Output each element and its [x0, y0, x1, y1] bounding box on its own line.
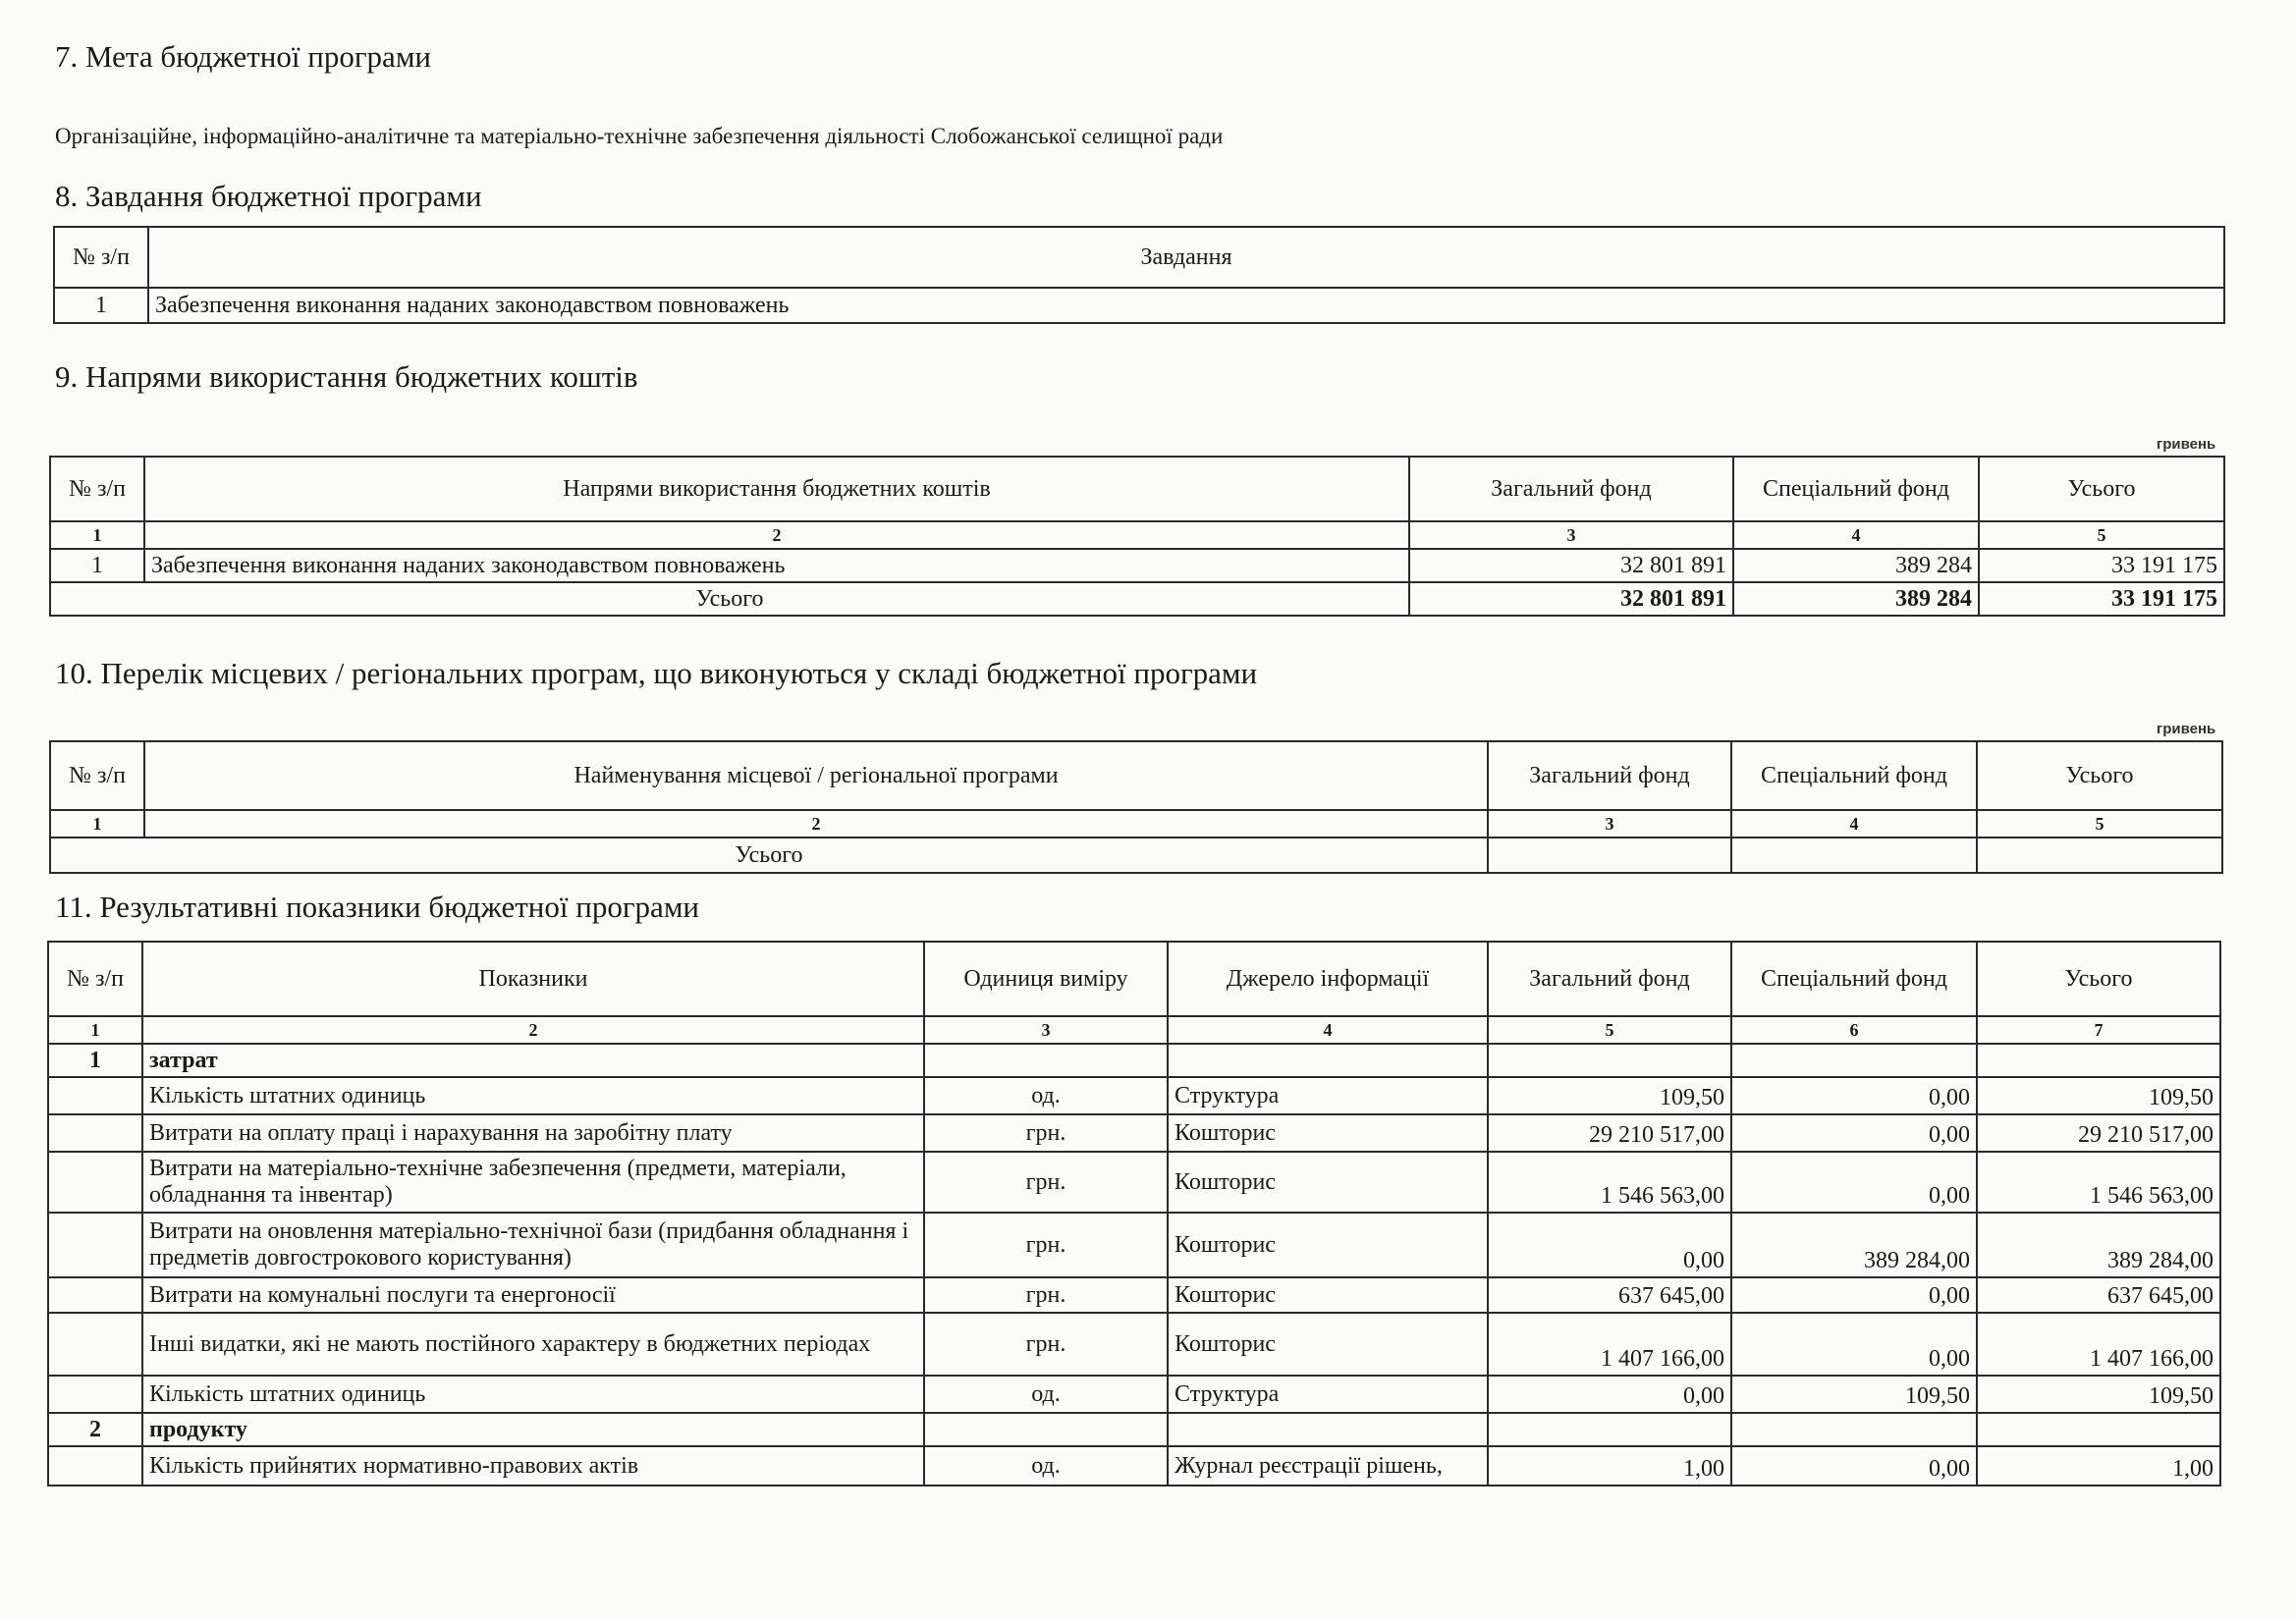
- dir-row-gen: 32 801 891: [1409, 549, 1733, 582]
- table-row: [48, 1077, 2220, 1114]
- ind-name: Витрати на оплату праці і нарахування на заробітну плату: [142, 1114, 924, 1152]
- prog-sum-gen: [1488, 838, 1731, 873]
- dir-header-no: № з/п: [50, 457, 144, 521]
- dir-index-3: 3: [1409, 521, 1733, 549]
- ind-name: Кількість штатних одиниць: [142, 1077, 924, 1114]
- ind-spec: 0,00: [1731, 1152, 1977, 1213]
- ind-spec: 109,50: [1731, 1376, 1977, 1413]
- ind-gen: 1 407 166,00: [1488, 1313, 1731, 1376]
- prog-sum-label: Усього: [50, 838, 1488, 873]
- dir-header-total: Усього: [1979, 457, 2224, 521]
- ind-src: Структура: [1168, 1077, 1488, 1114]
- tasks-header-no: № з/п: [54, 227, 148, 288]
- ind-spec: 0,00: [1731, 1446, 1977, 1486]
- dir-index-4: 4: [1733, 521, 1979, 549]
- dir-row-total: 33 191 175: [1979, 549, 2224, 582]
- prog-header-total: Усього: [1977, 741, 2222, 810]
- programs-table: [49, 740, 2223, 874]
- ind-header-unit: Одиниця виміру: [924, 942, 1168, 1016]
- prog-index-1: 1: [50, 810, 144, 838]
- ind-name: Кількість прийнятих нормативно-правових актів: [142, 1446, 924, 1486]
- prog-sum-spec: [1731, 838, 1977, 873]
- prog-header-spec: Спеціальний фонд: [1731, 741, 1977, 810]
- dir-sum-spec: 389 284: [1733, 582, 1979, 616]
- section-10-unit: гривень: [2157, 721, 2216, 737]
- ind-name: Витрати на оновлення матеріально-технічної бази (придбання обладнання і предметів довгострокового користування): [142, 1213, 924, 1277]
- group-label: продукту: [142, 1413, 924, 1446]
- group-no: 2: [48, 1413, 142, 1446]
- prog-header-gen: Загальний фонд: [1488, 741, 1731, 810]
- table-row: [48, 1376, 2220, 1413]
- ind-spec: 0,00: [1731, 1277, 1977, 1313]
- section-7-title: 7. Мета бюджетної програми: [55, 39, 432, 74]
- dir-header-gen: Загальний фонд: [1409, 457, 1733, 521]
- ind-spec: 389 284,00: [1731, 1213, 1977, 1277]
- ind-total: 389 284,00: [1977, 1213, 2220, 1277]
- section-8-title: 8. Завдання бюджетної програми: [55, 179, 482, 213]
- ind-gen: 1,00: [1488, 1446, 1731, 1486]
- ind-spec: 0,00: [1731, 1114, 1977, 1152]
- ind-header-no: № з/п: [48, 942, 142, 1016]
- dir-index-1: 1: [50, 521, 144, 549]
- tasks-row-task: Забезпечення виконання наданих законодавством повноважень: [148, 288, 2224, 323]
- group-no: 1: [48, 1044, 142, 1077]
- group-row: [48, 1044, 2220, 1077]
- ind-spec: 0,00: [1731, 1077, 1977, 1114]
- ind-src: Кошторис: [1168, 1313, 1488, 1376]
- dir-row-dir: Забезпечення виконання наданих законодавством повноважень: [144, 549, 1409, 582]
- ind-gen: 109,50: [1488, 1077, 1731, 1114]
- table-row: [48, 1114, 2220, 1152]
- ind-header-ind: Показники: [142, 942, 924, 1016]
- ind-header-src: Джерело інформації: [1168, 942, 1488, 1016]
- ind-index-7: 7: [1977, 1016, 2220, 1044]
- dir-index-5: 5: [1979, 521, 2224, 549]
- section-11-title: 11. Результативні показники бюджетної програми: [55, 890, 700, 924]
- table-row: [48, 1277, 2220, 1313]
- table-row: [48, 1152, 2220, 1213]
- prog-index-3: 3: [1488, 810, 1731, 838]
- prog-index-4: 4: [1731, 810, 1977, 838]
- tasks-row-no: 1: [54, 288, 148, 323]
- ind-unit: грн.: [924, 1213, 1168, 1277]
- ind-gen: 29 210 517,00: [1488, 1114, 1731, 1152]
- table-row: [54, 288, 2224, 323]
- table-row: [48, 1213, 2220, 1277]
- directions-table: [49, 456, 2225, 617]
- ind-src: Журнал реєстрації рішень,: [1168, 1446, 1488, 1486]
- ind-index-4: 4: [1168, 1016, 1488, 1044]
- ind-total: 637 645,00: [1977, 1277, 2220, 1313]
- table-row: [50, 838, 2222, 873]
- ind-total: 1 546 563,00: [1977, 1152, 2220, 1213]
- prog-header-no: № з/п: [50, 741, 144, 810]
- section-9-unit: гривень: [2157, 436, 2216, 453]
- ind-src: Кошторис: [1168, 1152, 1488, 1213]
- ind-unit: од.: [924, 1077, 1168, 1114]
- ind-total: 109,50: [1977, 1077, 2220, 1114]
- dir-sum-label: Усього: [50, 582, 1409, 616]
- table-row: [48, 1446, 2220, 1486]
- ind-index-3: 3: [924, 1016, 1168, 1044]
- section-10-title: 10. Перелік місцевих / регіональних програм, що виконуються у складі бюджетної програми: [55, 656, 1258, 690]
- ind-header-spec: Спеціальний фонд: [1731, 942, 1977, 1016]
- dir-index-2: 2: [144, 521, 1409, 549]
- ind-total: 109,50: [1977, 1376, 2220, 1413]
- indicators-table: [47, 941, 2221, 1487]
- prog-index-5: 5: [1977, 810, 2222, 838]
- ind-unit: грн.: [924, 1152, 1168, 1213]
- table-row: [50, 549, 2224, 582]
- ind-name: Інші видатки, які не мають постійного характеру в бюджетних періодах: [142, 1313, 924, 1376]
- tasks-table: [53, 226, 2225, 324]
- dir-row-no: 1: [50, 549, 144, 582]
- ind-name: Кількість штатних одиниць: [142, 1376, 924, 1413]
- dir-row-spec: 389 284: [1733, 549, 1979, 582]
- dir-header-spec: Спеціальний фонд: [1733, 457, 1979, 521]
- ind-unit: од.: [924, 1446, 1168, 1486]
- group-label: затрат: [142, 1044, 924, 1077]
- ind-index-1: 1: [48, 1016, 142, 1044]
- dir-sum-total: 33 191 175: [1979, 582, 2224, 616]
- prog-sum-total: [1977, 838, 2222, 873]
- section-7-text: Організаційне, інформаційно-аналітичне та матеріально-технічне забезпечення діяльності Слобожанської селищної ради: [55, 124, 1224, 148]
- ind-unit: грн.: [924, 1114, 1168, 1152]
- ind-unit: од.: [924, 1376, 1168, 1413]
- prog-header-name: Найменування місцевої / регіональної програми: [144, 741, 1488, 810]
- ind-gen: 0,00: [1488, 1213, 1731, 1277]
- ind-src: Структура: [1168, 1376, 1488, 1413]
- dir-sum-gen: 32 801 891: [1409, 582, 1733, 616]
- ind-total: 1 407 166,00: [1977, 1313, 2220, 1376]
- ind-gen: 637 645,00: [1488, 1277, 1731, 1313]
- ind-spec: 0,00: [1731, 1313, 1977, 1376]
- ind-unit: грн.: [924, 1277, 1168, 1313]
- ind-index-5: 5: [1488, 1016, 1731, 1044]
- ind-gen: 0,00: [1488, 1376, 1731, 1413]
- ind-index-2: 2: [142, 1016, 924, 1044]
- dir-header-dir: Напрями використання бюджетних коштів: [144, 457, 1409, 521]
- ind-header-total: Усього: [1977, 942, 2220, 1016]
- ind-total: 1,00: [1977, 1446, 2220, 1486]
- ind-src: Кошторис: [1168, 1114, 1488, 1152]
- ind-src: Кошторис: [1168, 1277, 1488, 1313]
- prog-index-2: 2: [144, 810, 1488, 838]
- section-9-title: 9. Напрями використання бюджетних коштів: [55, 359, 638, 394]
- ind-index-6: 6: [1731, 1016, 1977, 1044]
- ind-name: Витрати на комунальні послуги та енергоносії: [142, 1277, 924, 1313]
- ind-gen: 1 546 563,00: [1488, 1152, 1731, 1213]
- table-row: [50, 582, 2224, 616]
- group-row: [48, 1413, 2220, 1446]
- table-row: [48, 1313, 2220, 1376]
- ind-header-gen: Загальний фонд: [1488, 942, 1731, 1016]
- ind-name: Витрати на матеріально-технічне забезпечення (предмети, матеріали, обладнання та інвентар): [142, 1152, 924, 1213]
- ind-src: Кошторис: [1168, 1213, 1488, 1277]
- ind-unit: грн.: [924, 1313, 1168, 1376]
- tasks-header-task: Завдання: [148, 227, 2224, 288]
- ind-total: 29 210 517,00: [1977, 1114, 2220, 1152]
